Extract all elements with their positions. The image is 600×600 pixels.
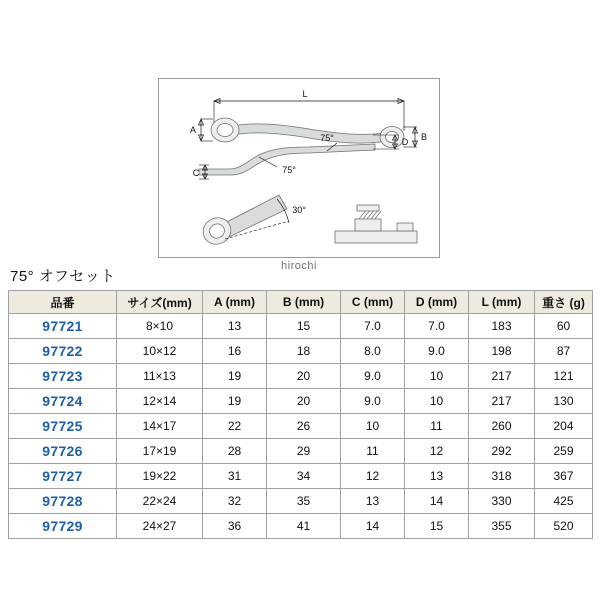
cell-l: 217 [469,389,535,414]
cell-a: 31 [203,464,267,489]
cell-weight: 60 [535,314,593,339]
cell-l: 260 [469,414,535,439]
table-row [9,514,593,539]
cell-d: 9.0 [405,339,469,364]
cell-size: 19×22 [117,464,203,489]
header-a: A (mm) [203,291,267,314]
cell-weight: 130 [535,389,593,414]
cell-b: 29 [267,439,341,464]
cell-l: 318 [469,464,535,489]
watermark-text: hirochi [281,260,317,272]
cell-a: 22 [203,414,267,439]
cell-l: 292 [469,439,535,464]
header-code: 品番 [9,291,117,314]
cell-code: 97728 [9,489,117,514]
dim-label-B: B [420,132,428,142]
header-b: B (mm) [267,291,341,314]
spec-table-wrapper [8,290,592,539]
cell-c: 11 [341,439,405,464]
cell-c: 9.0 [341,389,405,414]
dim-label-angle-30: 30° [292,205,306,215]
cell-l: 217 [469,364,535,389]
cell-c: 7.0 [341,314,405,339]
cell-a: 13 [203,314,267,339]
dim-label-A: A [189,125,197,135]
cell-b: 15 [267,314,341,339]
cell-weight: 87 [535,339,593,364]
cell-weight: 259 [535,439,593,464]
cell-size: 17×19 [117,439,203,464]
cell-d: 13 [405,464,469,489]
cell-l: 330 [469,489,535,514]
table-row [9,364,593,389]
cell-c: 12 [341,464,405,489]
cell-b: 20 [267,389,341,414]
table-row [9,339,593,364]
cell-size: 14×17 [117,414,203,439]
cell-size: 22×24 [117,489,203,514]
technical-drawing [158,78,440,258]
dim-label-D: D [401,137,409,147]
cell-weight: 204 [535,414,593,439]
cell-c: 9.0 [341,364,405,389]
cell-code: 97727 [9,464,117,489]
cell-c: 8.0 [341,339,405,364]
cell-weight: 367 [535,464,593,489]
cell-a: 19 [203,389,267,414]
cell-b: 26 [267,414,341,439]
cell-code: 97722 [9,339,117,364]
cell-b: 35 [267,489,341,514]
table-row [9,414,593,439]
cell-size: 10×12 [117,339,203,364]
cell-size: 8×10 [117,314,203,339]
table-row [9,464,593,489]
cell-c: 14 [341,514,405,539]
cell-d: 7.0 [405,314,469,339]
cell-l: 183 [469,314,535,339]
table-row [9,439,593,464]
dim-label-C: C [192,168,200,178]
table-row [9,389,593,414]
table-row [9,314,593,339]
cell-d: 10 [405,364,469,389]
cell-a: 28 [203,439,267,464]
cell-size: 12×14 [117,389,203,414]
cell-code: 97724 [9,389,117,414]
table-row [9,489,593,514]
cell-a: 36 [203,514,267,539]
cell-d: 14 [405,489,469,514]
cell-b: 20 [267,364,341,389]
dim-label-angle-75-upper: 75° [320,133,334,143]
page-title: 75° オフセット [10,268,116,285]
header-c: C (mm) [341,291,405,314]
spec-table [8,290,593,539]
cell-a: 16 [203,339,267,364]
cell-c: 13 [341,489,405,514]
table-header-row [9,291,593,314]
cell-l: 198 [469,339,535,364]
header-weight: 重さ (g) [535,291,593,314]
dim-label-angle-75-lower: 75° [282,165,296,175]
cell-weight: 425 [535,489,593,514]
cell-d: 15 [405,514,469,539]
cell-code: 97721 [9,314,117,339]
cell-a: 32 [203,489,267,514]
header-d: D (mm) [405,291,469,314]
header-size: サイズ(mm) [117,291,203,314]
dim-label-L: L [302,89,308,99]
cell-size: 24×27 [117,514,203,539]
cell-weight: 121 [535,364,593,389]
cell-code: 97725 [9,414,117,439]
cell-code: 97723 [9,364,117,389]
cell-b: 18 [267,339,341,364]
table-body [9,314,593,539]
cell-d: 10 [405,389,469,414]
cell-weight: 520 [535,514,593,539]
cell-c: 10 [341,414,405,439]
header-l: L (mm) [469,291,535,314]
cell-code: 97726 [9,439,117,464]
cell-l: 355 [469,514,535,539]
cell-size: 11×13 [117,364,203,389]
cell-code: 97729 [9,514,117,539]
cell-d: 12 [405,439,469,464]
cell-a: 19 [203,364,267,389]
cell-d: 11 [405,414,469,439]
cell-b: 41 [267,514,341,539]
cell-b: 34 [267,464,341,489]
